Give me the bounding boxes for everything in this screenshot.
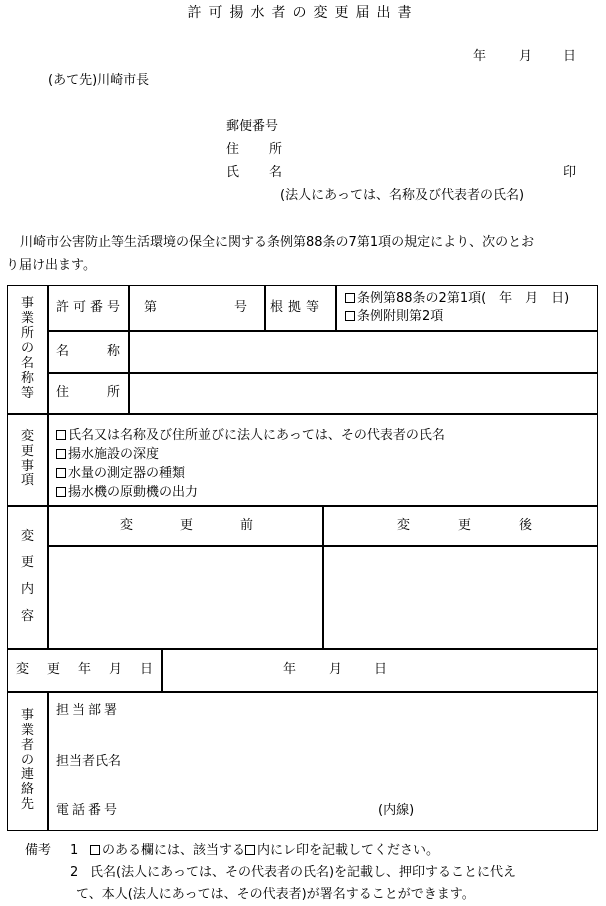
change-date-label-3: 年 <box>78 662 92 677</box>
postal-code-label: 郵便番号 <box>226 119 279 134</box>
seal-mark: 印 <box>563 165 577 180</box>
checkbox[interactable] <box>345 293 355 303</box>
before-content-field[interactable] <box>52 550 318 644</box>
notes-heading: 備考 <box>25 843 52 858</box>
side-char: 先 <box>20 797 34 813</box>
divider <box>8 691 598 693</box>
extension-label: (内線) <box>378 803 415 818</box>
change-date-label-2: 更 <box>47 662 61 677</box>
side-char: 変 <box>20 528 34 544</box>
divider <box>8 505 598 507</box>
side-char: の <box>20 752 34 768</box>
form-table <box>7 285 598 831</box>
option-label: 氏名又は名称及び住所並びに法人にあっては、その代表者の氏名 <box>68 428 445 443</box>
address-label-2: 所 <box>269 142 283 157</box>
basis-option-1[interactable] <box>345 292 569 305</box>
permit-dai: 第 <box>144 300 158 315</box>
side-char: 更 <box>20 555 34 571</box>
name-label-2: 名 <box>269 165 283 180</box>
side-char: 容 <box>20 608 34 624</box>
date-day: 日 <box>563 49 577 64</box>
side-char: 業 <box>20 311 34 327</box>
address-label-1: 住 <box>56 385 70 400</box>
divider <box>47 691 49 831</box>
change-date-month: 月 <box>329 662 343 677</box>
checkbox-symbol-icon <box>90 845 100 855</box>
content-side-label <box>8 506 47 648</box>
items-side-label <box>8 414 47 505</box>
before-label-1: 変 <box>120 518 134 533</box>
divider <box>47 286 49 648</box>
change-item-option[interactable] <box>56 481 198 500</box>
divider <box>8 413 598 415</box>
phone-label: 電話番号 <box>56 803 121 818</box>
date-month: 月 <box>519 49 533 64</box>
name-label-1: 名 <box>56 344 70 359</box>
checkbox[interactable] <box>56 430 66 440</box>
side-char: 名 <box>20 355 34 371</box>
change-date-year: 年 <box>283 662 297 677</box>
option-label: 水量の測定器の種類 <box>68 466 186 481</box>
divider <box>47 372 598 374</box>
permit-number-label: 許可番号 <box>56 300 125 315</box>
side-char: 絡 <box>20 782 34 798</box>
checkbox[interactable] <box>56 468 66 478</box>
checkbox-symbol-icon <box>245 845 255 855</box>
divider <box>161 648 163 691</box>
note-2-line-2: て、本人(法人にあっては、その代表者)が署名することができます。 <box>76 887 475 902</box>
change-item-option[interactable] <box>56 443 159 462</box>
checkbox[interactable] <box>56 487 66 497</box>
contact-side-label <box>8 692 47 830</box>
date-year: 年 <box>473 49 487 64</box>
side-char: 事 <box>20 707 34 723</box>
change-date-label-5: 日 <box>140 662 154 677</box>
before-label-3: 前 <box>240 518 254 533</box>
address-label-1: 住 <box>226 142 240 157</box>
divider <box>128 286 130 413</box>
note-2-line-1: 氏名(法人にあっては、その代表者の氏名)を記載し、押印することに代え <box>90 865 517 880</box>
permit-go: 号 <box>234 300 248 315</box>
address-label-2: 所 <box>107 385 121 400</box>
basis-option-2-label: 条例附則第2項 <box>357 309 444 324</box>
change-date-label-4: 月 <box>109 662 123 677</box>
side-char: 等 <box>20 385 34 401</box>
side-char: 連 <box>20 767 34 783</box>
side-char: の <box>20 341 34 357</box>
side-char: 業 <box>20 722 34 738</box>
name-label-1: 氏 <box>226 165 240 180</box>
after-label-3: 後 <box>519 518 533 533</box>
side-char: 変 <box>20 428 34 444</box>
divider <box>8 648 598 650</box>
form-title: 許可揚水者の変更届出書 <box>187 5 419 21</box>
side-char: 事 <box>20 458 34 474</box>
business-name-field[interactable] <box>133 334 593 368</box>
note-number-1: 1 <box>70 843 79 858</box>
option-label: 揚水機の原動機の出力 <box>68 485 199 500</box>
change-item-option[interactable] <box>56 462 185 481</box>
person-name-label: 担当者氏名 <box>56 754 122 769</box>
divider <box>264 286 266 330</box>
after-content-field[interactable] <box>328 550 594 644</box>
note-1-text-b: 内にレ印を記載してください。 <box>257 843 440 858</box>
side-char: 更 <box>20 443 34 459</box>
intro-line-2: り届け出ます。 <box>6 258 96 273</box>
basis-label: 根拠等 <box>270 300 325 315</box>
business-side-label <box>8 286 47 413</box>
change-item-option[interactable] <box>56 424 445 443</box>
side-char: 内 <box>20 582 34 597</box>
option-label: 揚水施設の深度 <box>68 447 160 462</box>
change-date-label-1: 変 <box>16 662 30 677</box>
side-char: 者 <box>20 737 34 753</box>
after-label-2: 更 <box>458 518 472 533</box>
note-1 <box>90 844 439 857</box>
name-label-2: 称 <box>107 344 121 359</box>
before-label-2: 更 <box>180 518 194 533</box>
department-label: 担当部署 <box>56 703 121 718</box>
corporate-note: (法人にあっては、名称及び代表者の氏名) <box>280 188 525 203</box>
checkbox[interactable] <box>345 311 355 321</box>
divider <box>335 286 337 330</box>
addressee: (あて先)川崎市長 <box>48 73 150 88</box>
side-char: 項 <box>20 473 34 489</box>
side-char: 称 <box>20 370 34 386</box>
note-1-text-a: のある欄には、該当する <box>102 843 246 858</box>
change-date-day: 日 <box>374 662 388 677</box>
divider <box>322 505 324 648</box>
intro-line-1: 川崎市公害防止等生活環境の保全に関する条例第88条の7第1項の規定により、次のとお <box>20 235 535 250</box>
after-label-1: 変 <box>397 518 411 533</box>
basis-option-1-label: 条例第88条の2第1項( 年 月 日) <box>357 291 570 306</box>
checkbox[interactable] <box>56 449 66 459</box>
side-char: 事 <box>20 296 34 312</box>
divider <box>47 330 598 332</box>
basis-option-2[interactable] <box>345 310 443 323</box>
business-address-field[interactable] <box>133 376 593 410</box>
note-number-2: 2 <box>70 865 79 880</box>
side-char: 所 <box>20 326 34 342</box>
